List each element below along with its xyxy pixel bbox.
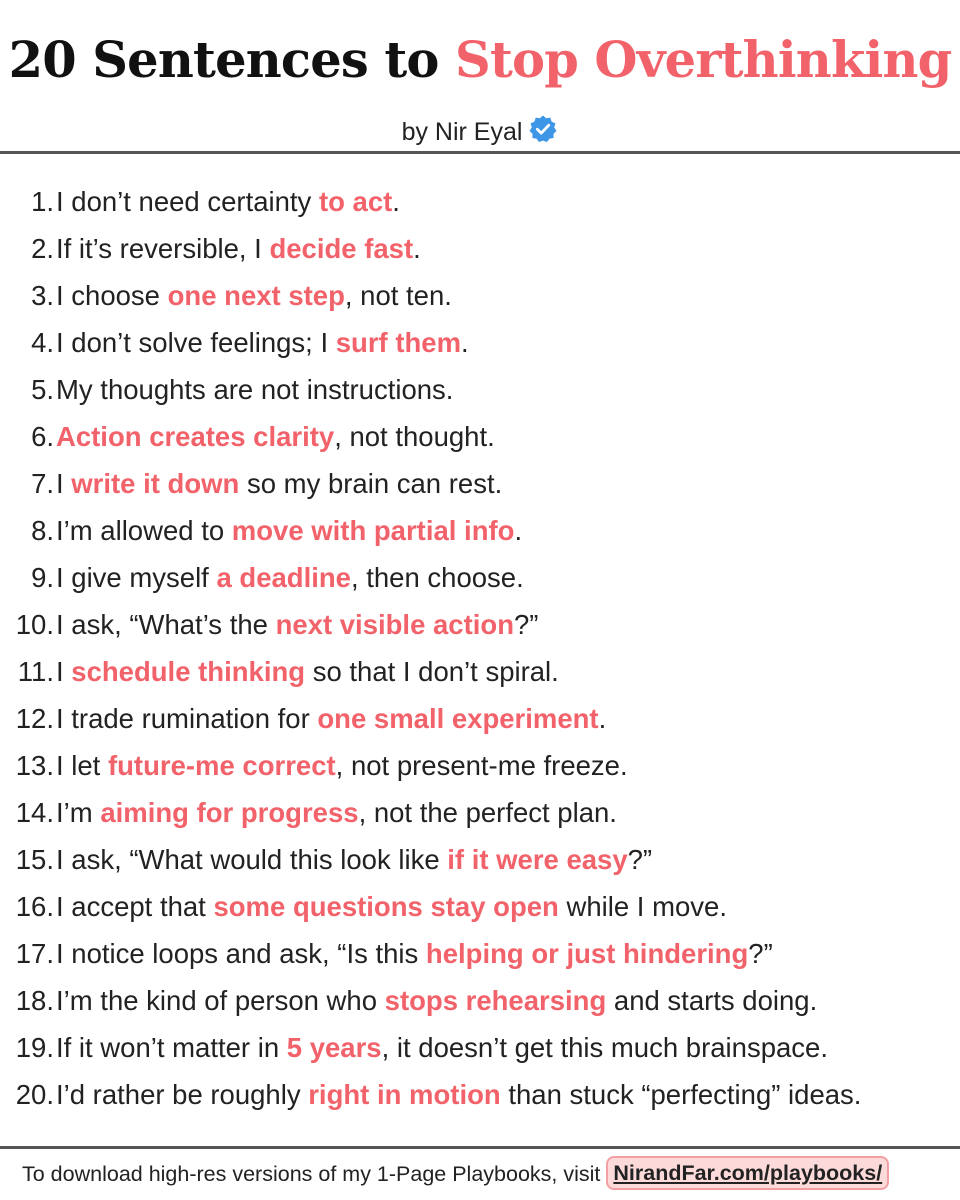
text-segment: I give myself bbox=[56, 562, 217, 593]
highlight-phrase: one next step bbox=[167, 280, 345, 311]
text-segment: If it’s reversible, I bbox=[56, 233, 270, 264]
text-segment: I bbox=[56, 656, 72, 687]
item-number: 12. bbox=[15, 703, 54, 734]
header bbox=[0, 0, 960, 152]
item-number: 11. bbox=[17, 656, 54, 687]
sentence-list bbox=[0, 178, 960, 1118]
item-number: 7. bbox=[31, 468, 54, 499]
text-segment: I’m allowed to bbox=[56, 515, 232, 546]
text-segment: I ask, “What’s the bbox=[56, 609, 276, 640]
item-number: 2. bbox=[31, 233, 54, 264]
item-number: 20. bbox=[15, 1079, 54, 1110]
text-segment: I’d rather be roughly bbox=[56, 1079, 309, 1110]
text-segment: I ask, “What would this look like bbox=[56, 844, 448, 875]
text-segment: . bbox=[514, 515, 523, 546]
item-text bbox=[56, 366, 453, 413]
page-title bbox=[0, 31, 960, 89]
byline bbox=[0, 114, 960, 149]
text-segment: , not ten. bbox=[344, 280, 452, 311]
title-main: 20 Sentences to bbox=[8, 31, 456, 89]
highlight-phrase: Action creates clarity bbox=[56, 421, 335, 452]
item-text bbox=[56, 319, 469, 366]
highlight-phrase: 5 years bbox=[286, 1032, 382, 1063]
verified-badge-icon bbox=[528, 114, 558, 149]
item-number: 13. bbox=[15, 750, 54, 781]
item-text bbox=[56, 272, 452, 319]
text-segment: so that I don’t spiral. bbox=[305, 656, 559, 687]
text-segment: . bbox=[461, 327, 469, 358]
list-item bbox=[0, 789, 960, 836]
item-number: 18. bbox=[15, 985, 54, 1016]
item-text bbox=[56, 789, 617, 836]
text-segment: I’m the kind of person who bbox=[56, 985, 385, 1016]
list-item bbox=[0, 225, 960, 272]
text-segment: while I move. bbox=[558, 891, 727, 922]
text-segment: , it doesn’t get this much brainspace. bbox=[381, 1032, 828, 1063]
list-item bbox=[0, 413, 960, 460]
text-segment: ?” bbox=[748, 938, 773, 969]
author-name: by Nir Eyal bbox=[401, 118, 523, 146]
text-segment: , then choose. bbox=[350, 562, 524, 593]
item-text bbox=[56, 413, 495, 460]
highlight-phrase: write it down bbox=[71, 468, 240, 499]
item-number: 9. bbox=[31, 562, 54, 593]
text-segment: so my brain can rest. bbox=[239, 468, 503, 499]
list-item bbox=[0, 319, 960, 366]
highlight-phrase: to act bbox=[318, 186, 393, 217]
text-segment: I don’t need certainty bbox=[56, 186, 319, 217]
highlight-phrase: if it were easy bbox=[447, 844, 628, 875]
footer-message: To download high-res versions of my 1-Page Playbooks, visit bbox=[22, 1162, 607, 1186]
list-item bbox=[0, 836, 960, 883]
highlight-phrase: next visible action bbox=[275, 609, 514, 640]
list-item bbox=[0, 648, 960, 695]
text-segment: If it won’t matter in bbox=[56, 1032, 287, 1063]
item-text bbox=[56, 1024, 828, 1071]
text-segment: ?” bbox=[514, 609, 539, 640]
item-text bbox=[56, 836, 652, 883]
list-item bbox=[0, 742, 960, 789]
text-segment: than stuck “perfecting” ideas. bbox=[500, 1079, 862, 1110]
item-number: 10. bbox=[15, 609, 54, 640]
item-text bbox=[56, 648, 559, 695]
item-text bbox=[56, 178, 400, 225]
list-item bbox=[0, 1071, 960, 1118]
highlight-phrase: schedule thinking bbox=[71, 656, 306, 687]
text-segment: I bbox=[56, 468, 72, 499]
text-segment: . bbox=[598, 703, 607, 734]
text-segment: My thoughts are not instructions. bbox=[56, 374, 454, 405]
highlight-phrase: surf them bbox=[335, 327, 462, 358]
header-divider bbox=[0, 151, 960, 154]
text-segment: I accept that bbox=[56, 891, 214, 922]
highlight-phrase: helping or just hindering bbox=[425, 938, 749, 969]
list-item bbox=[0, 178, 960, 225]
list-item bbox=[0, 883, 960, 930]
highlight-phrase: some questions stay open bbox=[213, 891, 559, 922]
list-item bbox=[0, 1024, 960, 1071]
footer-divider bbox=[0, 1146, 960, 1149]
highlight-phrase: decide fast bbox=[269, 233, 414, 264]
item-text bbox=[56, 977, 817, 1024]
text-segment: I don’t solve feelings; I bbox=[56, 327, 336, 358]
item-number: 4. bbox=[31, 327, 54, 358]
list-item bbox=[0, 930, 960, 977]
list-item bbox=[0, 272, 960, 319]
item-number: 19. bbox=[15, 1032, 54, 1063]
item-text bbox=[56, 695, 606, 742]
item-text bbox=[56, 601, 538, 648]
list-item bbox=[0, 695, 960, 742]
footer-text bbox=[22, 1156, 889, 1192]
highlight-phrase: future-me correct bbox=[107, 750, 336, 781]
item-text bbox=[56, 460, 502, 507]
highlight-phrase: aiming for progress bbox=[100, 797, 359, 828]
item-number: 14. bbox=[15, 797, 54, 828]
text-segment: I notice loops and ask, “Is this bbox=[56, 938, 426, 969]
item-text bbox=[56, 883, 727, 930]
item-text bbox=[56, 507, 522, 554]
text-segment: I let bbox=[56, 750, 108, 781]
text-segment: , not thought. bbox=[334, 421, 495, 452]
item-number: 8. bbox=[31, 515, 54, 546]
item-text bbox=[56, 1071, 861, 1118]
text-segment: and starts doing. bbox=[606, 985, 818, 1016]
list-item bbox=[0, 601, 960, 648]
title-accent: Stop Overthinking bbox=[455, 31, 952, 89]
highlight-phrase: a deadline bbox=[216, 562, 351, 593]
item-text bbox=[56, 742, 628, 789]
list-item bbox=[0, 554, 960, 601]
item-number: 6. bbox=[31, 421, 54, 452]
item-text bbox=[56, 554, 524, 601]
list-item bbox=[0, 366, 960, 413]
text-segment: , not the perfect plan. bbox=[358, 797, 617, 828]
highlight-phrase: right in motion bbox=[308, 1079, 501, 1110]
text-segment: . bbox=[413, 233, 421, 264]
text-segment: I’m bbox=[56, 797, 101, 828]
item-number: 5. bbox=[31, 374, 54, 405]
item-text bbox=[56, 930, 773, 977]
list-item bbox=[0, 507, 960, 554]
item-number: 17. bbox=[15, 938, 54, 969]
text-segment: I trade rumination for bbox=[56, 703, 318, 734]
highlight-phrase: move with partial info bbox=[231, 515, 515, 546]
playbooks-link[interactable]: NirandFar.com/playbooks/ bbox=[606, 1156, 889, 1190]
text-segment: . bbox=[392, 186, 400, 217]
item-number: 3. bbox=[31, 280, 54, 311]
list-item bbox=[0, 977, 960, 1024]
highlight-phrase: one small experiment bbox=[317, 703, 599, 734]
item-number: 1. bbox=[31, 186, 54, 217]
text-segment: ?” bbox=[627, 844, 653, 875]
text-segment: I choose bbox=[56, 280, 168, 311]
text-segment: , not present-me freeze. bbox=[335, 750, 628, 781]
highlight-phrase: stops rehearsing bbox=[384, 985, 607, 1016]
item-text bbox=[56, 225, 421, 272]
item-number: 16. bbox=[15, 891, 54, 922]
item-number: 15. bbox=[15, 844, 54, 875]
footer bbox=[0, 1156, 960, 1192]
list-item bbox=[0, 460, 960, 507]
